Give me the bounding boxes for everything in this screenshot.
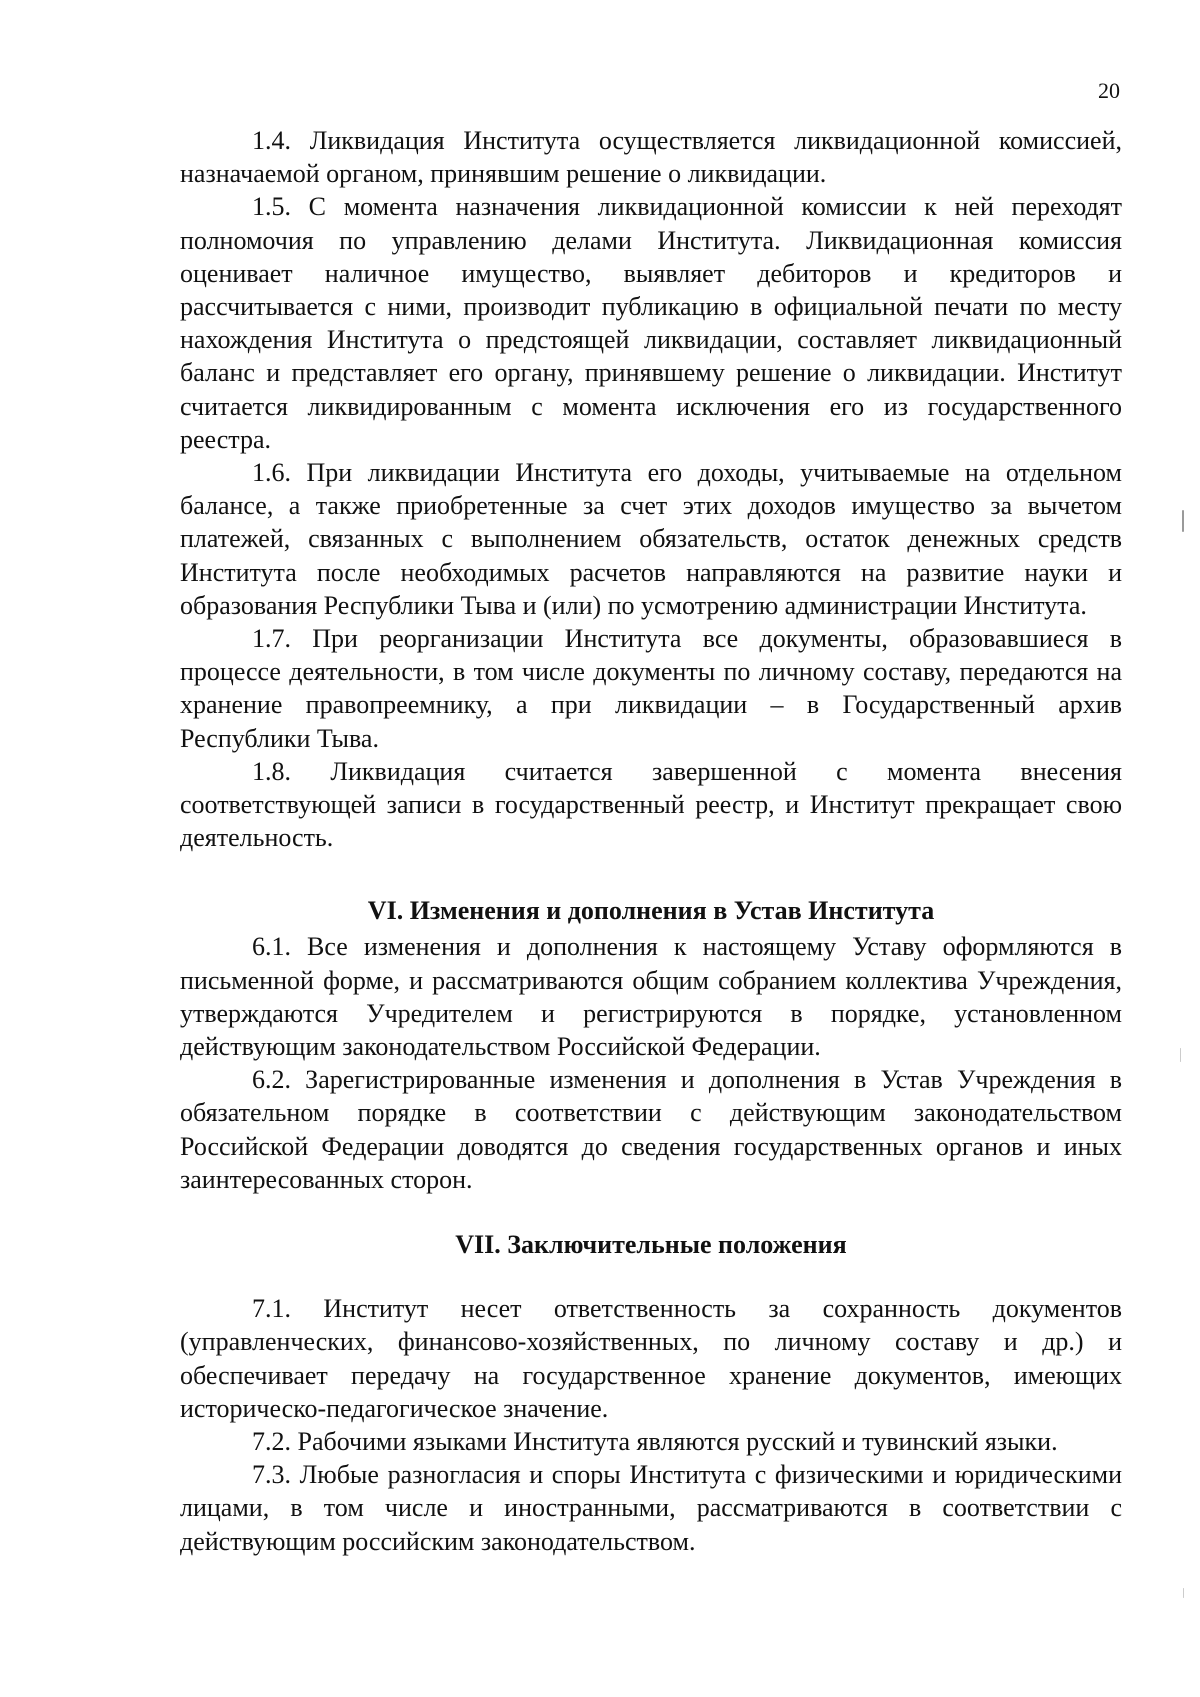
paragraph-7-3: 7.3. Любые разногласия и споры Института с физическими и юридическими лицами, в том числе и иностранными, рассматриваются в соответствии с действующим российским законодательством. — [180, 1460, 1122, 1556]
paragraph-7-1: 7.1. Институт несет ответственность за сохранность документов (управленческих, финансово-хозяйственных, по личному составу и др.) и обеспечивает передачу на государственное хранение документов, имеющих историческо-педагогическое значение. — [180, 1294, 1122, 1423]
section-title-vi: VI. Изменения и дополнения в Устав Института — [367, 896, 935, 926]
scan-mark — [1183, 1588, 1184, 1598]
paragraph-1-8: 1.8. Ликвидация считается завершенной с момента внесения соответствующей записи в государственный реестр, и Институт прекращает свою деятельность. — [180, 756, 1122, 853]
paragraph-1-7: 1.7. При реорганизации Института все документы, образовавшиеся в процессе деятельности, в том числе документы по личному составу, передаются на хранение правопреемнику, а при ликвидации – в Государственный архив Республики Тыва. — [180, 624, 1122, 753]
scan-mark — [1180, 1048, 1181, 1062]
paragraph-1-4: 1.4. Ликвидация Института осуществляется ликвидационной комиссией, назначаемой органом, принявшим решение о ликвидации. — [180, 126, 1122, 189]
page-number: 20 — [1098, 78, 1120, 103]
section-title-vii: VII. Заключительные положения — [455, 1230, 847, 1260]
paragraph-1-5: 1.5. С момента назначения ликвидационной комиссии к ней переходят полномочия по управлению делами Института. Ликвидационная комиссия оценивает наличное имущество, выявляет дебиторов и кредиторов и рассчитывается с ними, производит публикацию в официальной печати по месту нахождения Института о предстоящей ликвидации, составляет ликвидационный баланс и представляет его органу, принявшему решение о ликвидации. Институт считается ликвидированным с момента исключения его из государственного реестра. — [180, 192, 1122, 454]
paragraph-6-1: 6.1. Все изменения и дополнения к настоящему Уставу оформляются в письменной форме, и рассматриваются общим собранием коллектива Учреждения, утверждаются Учредителем и регистрируются в порядке, установленном действующим законодательством Российской Федерации. — [180, 932, 1122, 1062]
paragraph-1-6: 1.6. При ликвидации Института его доходы, учитываемые на отдельном балансе, а также приобретенные за счет этих доходов имущество за вычетом платежей, связанных с выполнением обязательств, остаток денежных средств Института после необходимых расчетов направляются на развитие науки и образования Республики Тыва и (или) по усмотрению администрации Института. — [180, 458, 1122, 620]
document-body — [180, 124, 1122, 1558]
paragraph-6-2: 6.2. Зарегистрированные изменения и дополнения в Устав Учреждения в обязательном порядке в соответствии с действующим законодательством Российской Федерации доводятся до сведения государственных органов и иных заинтересованных сторон. — [180, 1065, 1122, 1194]
paragraph-7-2: 7.2. Рабочими языками Института являются русский и тувинский языки. — [252, 1426, 1058, 1456]
scan-mark — [1182, 510, 1184, 532]
